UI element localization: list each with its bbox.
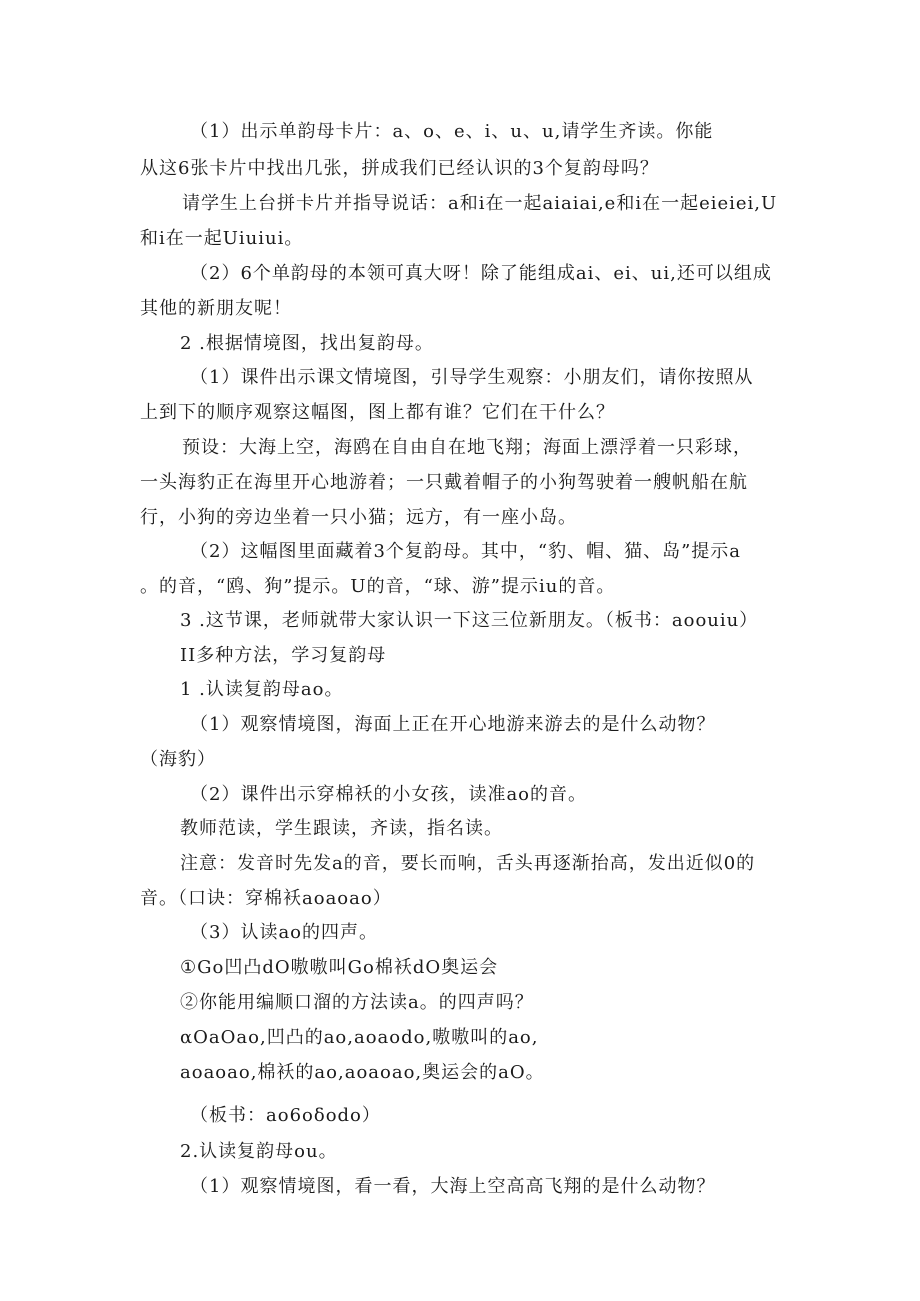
- text-line-30: 2.认读复韵母ou。: [180, 1141, 338, 1162]
- text-line-1: （1）出示单韵母卡片：a、o、e、i、u、u,请学生齐读。你能: [190, 121, 714, 142]
- text-line-13: （2）这幅图里面藏着3个复韵母。其中，“豹、帽、猫、岛”提示a: [190, 541, 742, 562]
- text-line-21: 教师范读，学生跟读，齐读，指名读。: [180, 818, 503, 839]
- text-line-12: 行，小狗的旁边坐着一只小猫；远方，有一座小岛。: [140, 507, 577, 528]
- text-line-11: 一头海豹正在海里开心地游着；一只戴着帽子的小狗驾驶着一艘帆船在航: [140, 472, 748, 493]
- text-line-16: II多种方法，学习复韵母: [180, 645, 387, 666]
- text-line-27: αOaOao,凹凸的ao,aoaodo,嗷嗷叫的ao,: [180, 1027, 539, 1048]
- text-line-26: ②你能用编顺口溜的方法读a。的四声吗？: [180, 992, 534, 1013]
- text-line-31: （1）观察情境图，看一看，大海上空高高飞翔的是什么动物？: [190, 1176, 716, 1197]
- text-line-22: 注意：发音时先发a的音，要长而响，舌头再逐渐抬高，发出近似0的: [180, 853, 756, 874]
- text-line-6: 其他的新朋友呢！: [140, 298, 292, 319]
- text-line-20: （2）课件出示穿棉袄的小女孩，读准ao的音。: [190, 784, 588, 805]
- text-line-24: （3）认读ao的四声。: [190, 922, 379, 943]
- text-line-9: 上到下的顺序观察这幅图，图上都有谁？它们在干什么？: [140, 402, 615, 423]
- text-line-14: 。的音，“鸥、狗”提示。U的音，“球、游”提示iu的音。: [140, 576, 616, 597]
- text-line-4: 和i在一起Uiuiui。: [140, 228, 304, 249]
- text-line-7: 2 .根据情境图，找出复韵母。: [180, 333, 434, 354]
- text-line-19: （海豹）: [140, 749, 216, 770]
- text-line-28: aoaoao,棉袄的ao,aoaoao,奥运会的aO。: [180, 1062, 545, 1083]
- text-line-15: 3 .这节课，老师就带大家认识一下这三位新朋友。（板书：aoouiu）: [180, 610, 759, 631]
- text-line-29: （板书：ao6oδodo）: [190, 1105, 381, 1126]
- text-line-2: 从这6张卡片中找出几张，拼成我们已经认识的3个复韵母吗？: [140, 158, 659, 179]
- text-line-8: （1）课件出示课文情境图，引导学生观察：小朋友们，请你按照从: [190, 367, 754, 388]
- text-line-23: 音。（口诀：穿棉袄aoaoao）: [140, 888, 392, 909]
- text-line-5: （2）6个单韵母的本领可真大呀！除了能组成ai、ei、ui,还可以组成: [190, 263, 772, 284]
- text-line-25: ①Go凹凸dO嗷嗷叫Go棉袄dO奥运会: [180, 957, 499, 978]
- text-line-18: （1）观察情境图，海面上正在开心地游来游去的是什么动物？: [190, 714, 716, 735]
- text-line-3: 请学生上台拼卡片并指导说话：a和i在一起aiaiai,e和i在一起eieiei,U: [182, 193, 778, 214]
- text-line-10: 预设：大海上空，海鸥在自由自在地飞翔；海面上漂浮着一只彩球，: [182, 437, 752, 458]
- text-line-17: 1 .认读复韵母ao。: [180, 679, 344, 700]
